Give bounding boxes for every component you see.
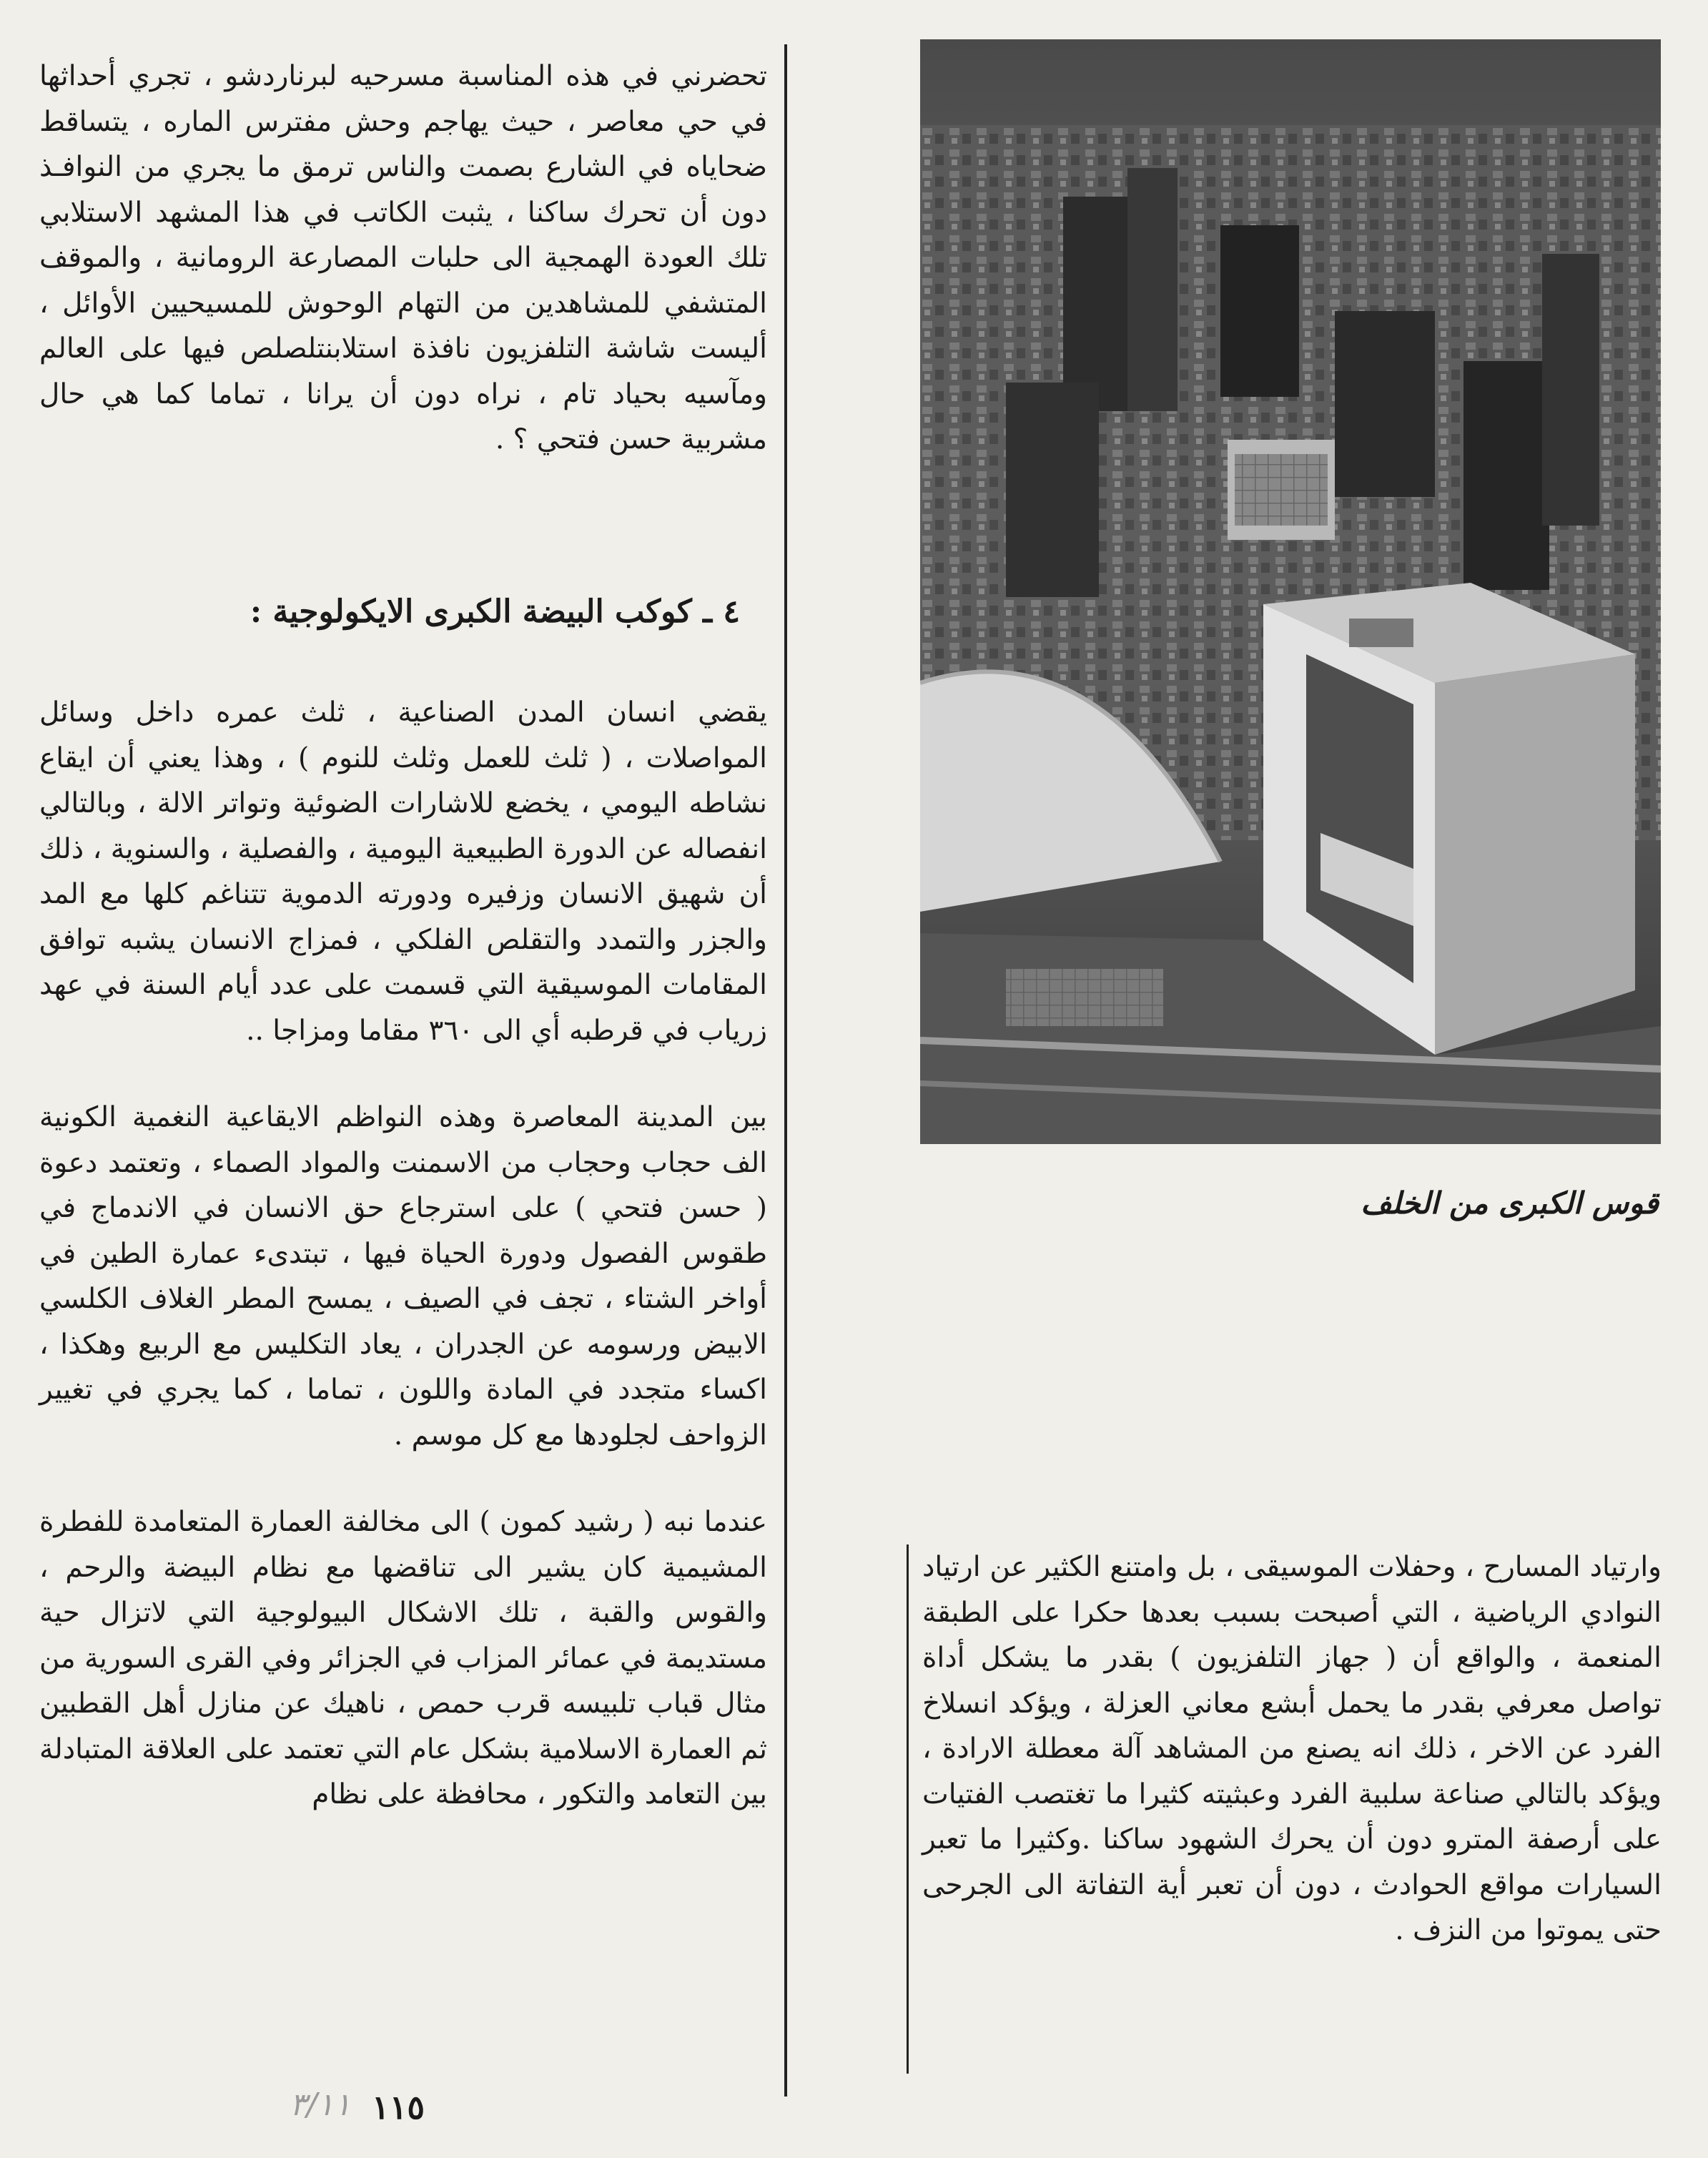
left-text-column — [39, 54, 767, 504]
photo-caption: قوس الكبرى من الخلف — [1361, 1186, 1659, 1221]
column-divider — [784, 44, 787, 2097]
right-text-column — [922, 1544, 1662, 1995]
paragraph-3: عندما نبه ( رشيد كمون ) الى مخالفة العمارة المتعامدة للفطرة المشيمية كان يشير الى تناقضها مع نظام البيضة والرحم ، والقوس والقبة ، تلك الاشكال البيولوجية التي لاتزال حية مستديمة في عمائر المزاب في الجزائر وفي القرى السورية من مثال قباب تلبيسه قرب حمص ، ناهيك عن منازل أهل القطبين ثم العمارة الاسلامية بشكل عام التي تعتمد على العلاقة المتبادلة بين التعامد والتكور ، محافظة على نظام — [39, 1506, 767, 1810]
paragraph-right: وارتياد المسارح ، وحفلات الموسيقى ، بل وامتنع الكثير عن ارتياد النوادي الرياضية ، التي أصبحت بسبب بعدها حكرا على الطبقة المنعمة ، والواقع أن ( جهاز التلفزيون ) بقدر ما يشكل أداة تواصل معرفي بقدر ما يحمل أبشع معاني العزلة ، ويؤكد انسلاخ الفرد عن الاخر ، ذلك انه يصنع من المشاهد آلة معطلة الارادة ، ويؤكد بالتالي صناعة سلبية الفرد وعبثيته كثيرا ما تغتصب الفتيات على أرصفة المترو دون أن يحرك الشهود ساكنا .وكثيرا ما تعبر السيارات مواقع الحوادث ، دون أن تعبر أية التفاتة الى الجرحى حتى يموتوا من النزف . — [922, 1551, 1662, 1946]
paragraph-1: يقضي انسان المدن الصناعية ، ثلث عمره داخل وسائل المواصلات ، ( ثلث للعمل وثلث للنوم ) ، وهذا يعني أن ايقاع نشاطه اليومي ، يخضع للاشارات الضوئية وتواتر الالة ، وبالتالي انفصاله عن الدورة الطبيعية اليومية ، والفصلية ، والسنوية ، ذلك أن شهيق الانسان وزفيره ودورته الدموية تتناغم كلها مع المد والجزر والتمدد والتقلص الفلكي ، فمزاج الانسان يشبه توافق المقامات الموسيقية التي قسمت على عدد أيام السنة في عهد زرياب في قرطبه أي الى ٣٦٠ مقاما ومزاجا .. — [39, 696, 767, 1047]
aerial-photo-grande-arche — [920, 39, 1661, 1144]
right-block-divider — [907, 1544, 909, 2074]
handwritten-mark: ٣/١١ — [290, 2086, 351, 2123]
aerial-photo-illustration — [920, 39, 1661, 1144]
paragraph-intro: تحضرني في هذه المناسبة مسرحيه لبرناردشو ، تجري أحداثها في حي معاصر ، حيث يهاجم وحش مفترس الماره ، يتساقط ضحاياه في الشارع بصمت والناس ترمق ما يجري من النوافـذ دون أن تحرك ساكنا ، يثبت الكاتب في هذا المشهد الاستلابي تلك العودة الهمجية الى حلبات المصارعة الرومانية ، والموقف المتشفي للمشاهدين من التهام الوحوش للمسيحيين الأوائل ، أليست شاشة التلفزيون نافذة استلابنتلصلص فيها على العالم ومآسيه بحياد تام ، نراه دون أن يرانا ، تماما كما هي حال مشربية حسن فتحي ؟ . — [39, 60, 767, 455]
paragraph-2: بين المدينة المعاصرة وهذه النواظم الايقاعية النغمية الكونية الف حجاب وحجاب من الاسمنت والمواد الصماء ، وتعتمد دعوة ( حسن فتحي ) على استرجاع حق الانسان في الاندماج في طقوس الفصول ودورة الحياة فيها ، تبتدىء عمارة الطين في أواخر الشتاء ، تجف في الصيف ، يمسح المطر الغلاف الكلسي الابيض ورسومه عن الجدران ، يعاد التكليس مع الربيع وهكذا ، اكساء متجدد في المادة واللون ، تماما ، كما يجري في تغيير الزواحف لجلودها مع كل موسم . — [39, 1101, 767, 1452]
page-number: ١١٥ — [372, 2088, 425, 2127]
section-heading: ٤ ـ كوكب البيضة الكبرى الايكولوجية : — [250, 593, 740, 630]
left-text-column-continued — [39, 690, 767, 1859]
